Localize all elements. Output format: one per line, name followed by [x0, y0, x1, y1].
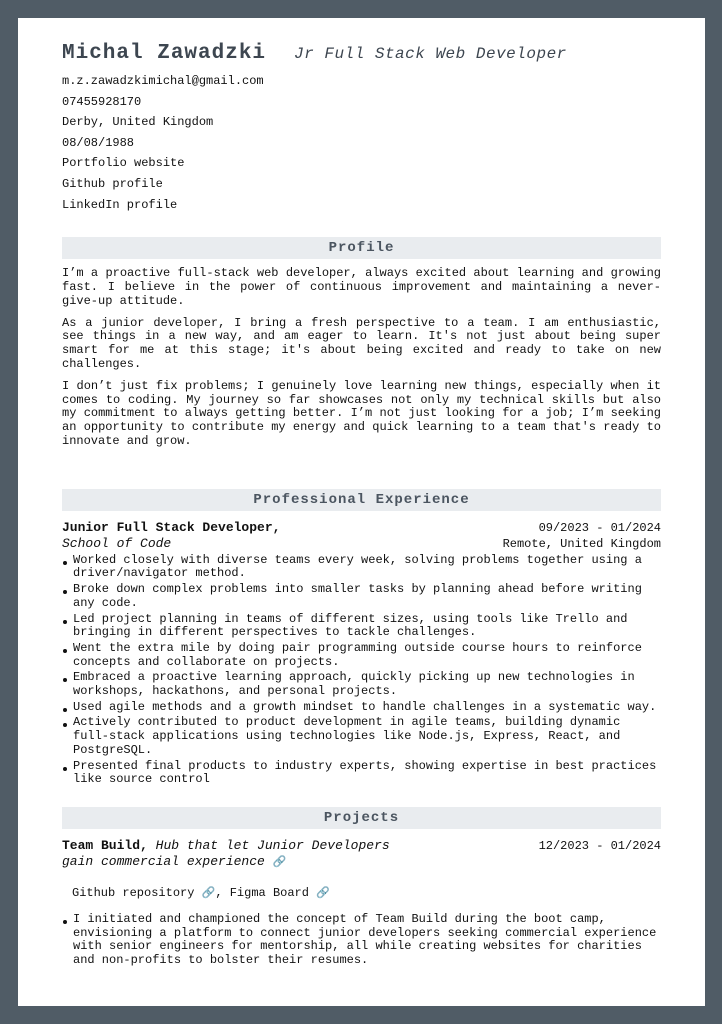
profile-paragraph: As a junior developer, I bring a fresh perspective to a team. I am enthusiastic, see things in a new way, and am eager to learn. It's not just about being super smart for me at this stage; it's about being excited and ready to take on new challenges. [62, 315, 661, 371]
project-entry-header [62, 838, 661, 872]
project-links [72, 885, 661, 902]
list-item: Broke down complex problems into smaller tasks by planning ahead before writing any code. [62, 583, 661, 610]
resume-page [18, 18, 705, 1006]
job-bullet-list [62, 554, 661, 787]
list-item: I initiated and championed the concept of Team Build during the boot camp, envisioning a platform to connect junior developers seeking commercial experience with senior engineers for mentorship, all while creating websites for charities and non-profits to bolster their resumes. [62, 913, 661, 968]
section-header-profile: Profile [62, 237, 661, 259]
github-repository-link[interactable]: Github repository [72, 885, 195, 900]
figma-board-link[interactable]: Figma Board [229, 885, 309, 900]
contact-location: Derby, United Kingdom [62, 115, 214, 130]
project-dates: 12/2023 - 01/2024 [538, 838, 661, 853]
list-item: Led project planning in teams of different sizes, using tools like Trello and bringing in different perspectives to tackle challenges. [62, 613, 661, 640]
list-item: Actively contributed to product development in agile teams, building dynamic full-stack applications using technologies like Node.js, Express, React, and PostgreSQL. [62, 716, 661, 757]
link-icon: 🔗 [201, 887, 216, 900]
list-item: Embraced a proactive learning approach, quickly picking up new technologies in workshops, hackathons, and personal projects. [62, 671, 661, 698]
job-dates: 09/2023 - 01/2024 [538, 520, 661, 535]
project-bullet-list [62, 913, 661, 968]
section-header-experience: Professional Experience [62, 489, 661, 511]
section-header-projects: Projects [62, 807, 661, 829]
contact-list [62, 71, 661, 215]
job-title: Jr Full Stack Web Developer [294, 45, 567, 63]
job-organization: School of Code [62, 535, 172, 551]
job-role: Junior Full Stack Developer, [62, 519, 281, 535]
project-name: Team Build, [62, 837, 148, 853]
link-separator: , [215, 885, 223, 900]
profile-paragraph: I’m a proactive full-stack web developer, always excited about learning and growing fast. I believe in the power of continuous improvement and maintaining a never-give-up attitude. [62, 266, 661, 308]
project-tagline[interactable]: Hub that let Junior Developers gain commercial experience [62, 837, 390, 870]
job-location: Remote, United Kingdom [502, 536, 661, 551]
link-icon: 🔗 [316, 887, 330, 900]
contact-email[interactable]: m.z.zawadzkimichal@gmail.com [62, 74, 264, 88]
list-item: Presented final products to industry experts, showing expertise in best practices like source control [62, 760, 661, 787]
list-item: Went the extra mile by doing pair programming outside course hours to reinforce concepts and collaborate on projects. [62, 642, 661, 669]
candidate-name: Michal Zawadzki [62, 42, 267, 65]
profile-paragraph: I don’t just fix problems; I genuinely love learning new things, especially when it comes to coding. My journey so far showcases not only my technical skills but also my commitment to always getting better. I’m not just looking for a job; I’m seeking an opportunity to contribute my energy and quick learning to a team that's ready to innovate and grow. [62, 378, 661, 448]
header [62, 42, 661, 65]
contact-birthdate: 08/08/1988 [62, 135, 135, 150]
portfolio-link[interactable]: Portfolio website [62, 156, 185, 171]
linkedin-link[interactable]: LinkedIn profile [62, 197, 178, 212]
contact-phone: 07455928170 [62, 94, 142, 109]
list-item: Used agile methods and a growth mindset to handle challenges in a systematic way. [62, 701, 661, 715]
job-entry-header [62, 520, 661, 552]
list-item: Worked closely with diverse teams every week, solving problems together using a driver/navigator method. [62, 554, 661, 581]
github-link[interactable]: Github profile [62, 176, 163, 191]
link-icon: 🔗 [272, 857, 287, 870]
